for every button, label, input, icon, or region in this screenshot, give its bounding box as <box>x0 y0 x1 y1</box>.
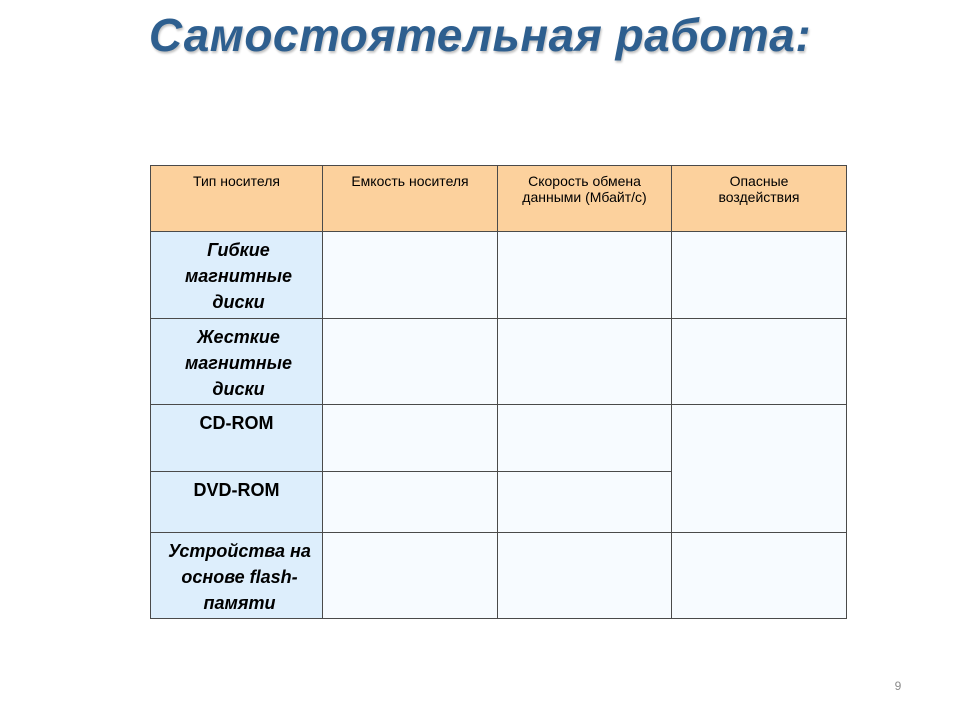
page-number: 9 <box>894 679 902 693</box>
cell-optical-hazards[interactable] <box>672 405 847 533</box>
cell-cdrom-speed[interactable] <box>498 405 672 472</box>
cell-hdd-hazards[interactable] <box>672 319 847 405</box>
header-media-type: Тип носителя <box>151 166 323 232</box>
table-row <box>151 319 847 405</box>
cell-floppy-speed[interactable] <box>498 232 672 319</box>
row-label-cdrom: CD-ROM <box>151 405 323 472</box>
cell-flash-hazards[interactable] <box>672 533 847 619</box>
cell-dvdrom-capacity[interactable] <box>323 472 498 533</box>
row-label-flash: Устройства на основе flash-памяти <box>151 533 323 619</box>
media-table <box>150 165 847 619</box>
row-label-hdd: Жесткие магнитные диски <box>151 319 323 405</box>
table-header-row <box>151 166 847 232</box>
header-capacity: Емкость носителя <box>323 166 498 232</box>
row-label-dvdrom: DVD-ROM <box>151 472 323 533</box>
row-label-floppy: Гибкие магнитные диски <box>151 232 323 319</box>
cell-hdd-capacity[interactable] <box>323 319 498 405</box>
header-speed: Скорость обмена данными (Мбайт/с) <box>498 166 672 232</box>
cell-dvdrom-speed[interactable] <box>498 472 672 533</box>
cell-flash-speed[interactable] <box>498 533 672 619</box>
cell-floppy-hazards[interactable] <box>672 232 847 319</box>
slide-title: Самостоятельная работа: <box>148 9 812 61</box>
cell-floppy-capacity[interactable] <box>323 232 498 319</box>
cell-cdrom-capacity[interactable] <box>323 405 498 472</box>
cell-hdd-speed[interactable] <box>498 319 672 405</box>
table-row <box>151 232 847 319</box>
table-row <box>151 405 847 472</box>
header-hazards: Опасные воздействия <box>672 166 847 232</box>
cell-flash-capacity[interactable] <box>323 533 498 619</box>
table-row <box>151 533 847 619</box>
